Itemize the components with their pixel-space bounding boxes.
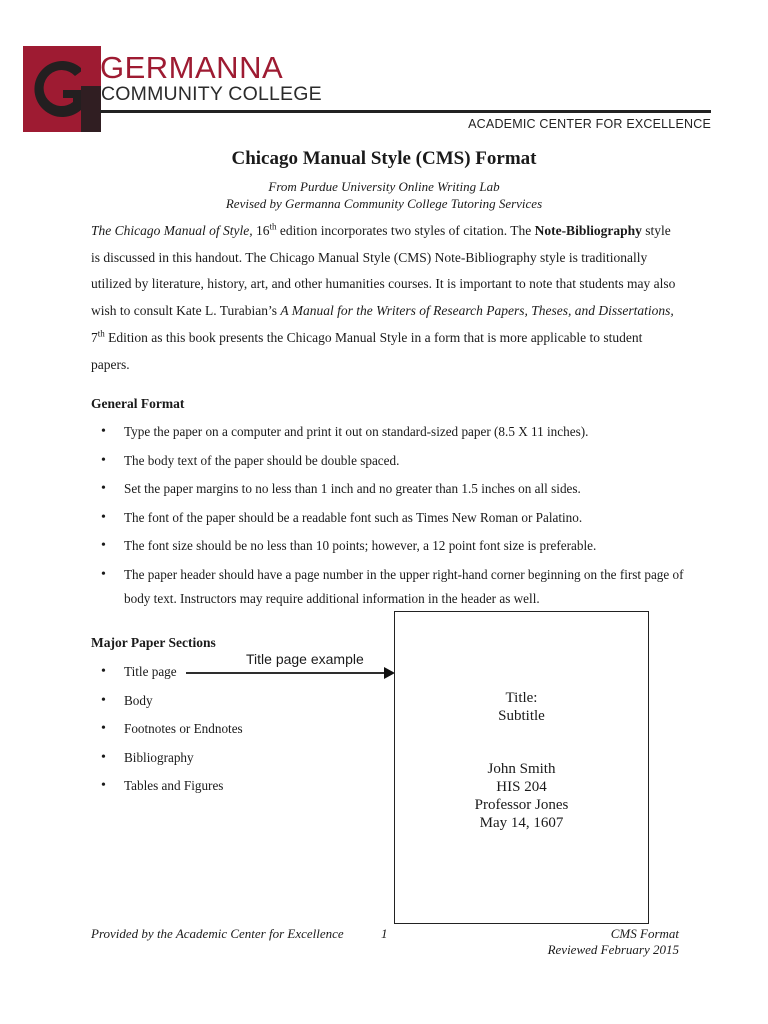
source-line: From Purdue University Online Writing Lab: [268, 179, 500, 194]
list-item: • Type the paper on a computer and print it out on standard-sized paper (8.5 X 11 inches).: [91, 420, 691, 444]
list-item: • The font size should be no less than 10 points; however, a 12 point font size is preferable.: [91, 534, 691, 558]
list-item: • Tables and Figures: [91, 774, 291, 798]
footer-review-date: Reviewed February 2015: [547, 942, 679, 957]
header-rule: [100, 110, 711, 113]
arrow-label: Title page example: [246, 651, 364, 667]
example-course: HIS 204: [496, 779, 547, 795]
title-page-example: [394, 611, 649, 924]
list-item: • Set the paper margins to no less than 1 inch and no greater than 1.5 inches on all sides.: [91, 477, 691, 501]
turabian-edition-number: 7: [91, 329, 98, 345]
list-item: • Body: [91, 689, 291, 713]
example-professor: Professor Jones: [474, 797, 569, 813]
edition-suffix: th: [269, 221, 277, 232]
list-item: • Bibliography: [91, 746, 291, 770]
example-title: Title:: [505, 690, 538, 706]
arrow-icon: [186, 664, 396, 682]
germanna-g-logo-icon: [23, 46, 101, 132]
list-item: • The font of the paper should be a readable font such as Times New Roman or Palatino.: [91, 506, 691, 530]
college-subname: COMMUNITY COLLEGE: [101, 83, 322, 105]
general-format-list: [91, 420, 691, 615]
note-bibliography-term: Note-Bibliography: [534, 223, 642, 238]
list-item: • The paper header should have a page number in the upper right-hand corner beginning on the first page of body text. Instructors may require additional information in the header as well.: [91, 563, 691, 611]
example-date: May 14, 1607: [479, 815, 564, 831]
general-format-heading: General Format: [91, 396, 185, 411]
list-item: • Footnotes or Endnotes: [91, 717, 291, 741]
major-sections-heading: Major Paper Sections: [91, 635, 216, 650]
edition-number: 16: [252, 223, 270, 238]
college-name: GERMANNA: [100, 50, 284, 85]
example-subtitle: Subtitle: [498, 708, 545, 724]
intro-text-3: Edition as this book presents the Chicago Manual Style in a form that is more applicable to student papers.: [91, 329, 643, 372]
footer-provider: Provided by the Academic Center for Excellence: [91, 926, 344, 941]
intro-paragraph: [91, 218, 681, 378]
page-number: 1: [381, 926, 388, 941]
footer-doc-name: CMS Format: [610, 926, 679, 941]
cms-book-title: The Chicago Manual of Style,: [91, 223, 253, 238]
intro-text-1: edition incorporates two styles of citation. The: [276, 223, 535, 238]
turabian-book-title: A Manual for the Writers of Research Papers, Theses, and Dissertations,: [280, 303, 674, 319]
intro-text-2: style is discussed in this handout. The Chicago Manual Style (CMS) Note-Bibliography style is traditionally utilized by literature, history, art, and other humanities courses. It is important to note that students may also wish to consult Kate L. Turabian’s: [91, 223, 676, 319]
list-item: • The body text of the paper should be double spaced.: [91, 449, 691, 473]
list-item: • Title page: [91, 660, 291, 684]
turabian-edition-suffix: th: [97, 328, 105, 339]
example-name: John Smith: [487, 761, 556, 777]
revision-line: Revised by Germanna Community College Tutoring Services: [225, 196, 543, 211]
document-title: Chicago Manual Style (CMS) Format: [231, 148, 537, 169]
center-name: ACADEMIC CENTER FOR EXCELLENCE: [468, 117, 711, 131]
